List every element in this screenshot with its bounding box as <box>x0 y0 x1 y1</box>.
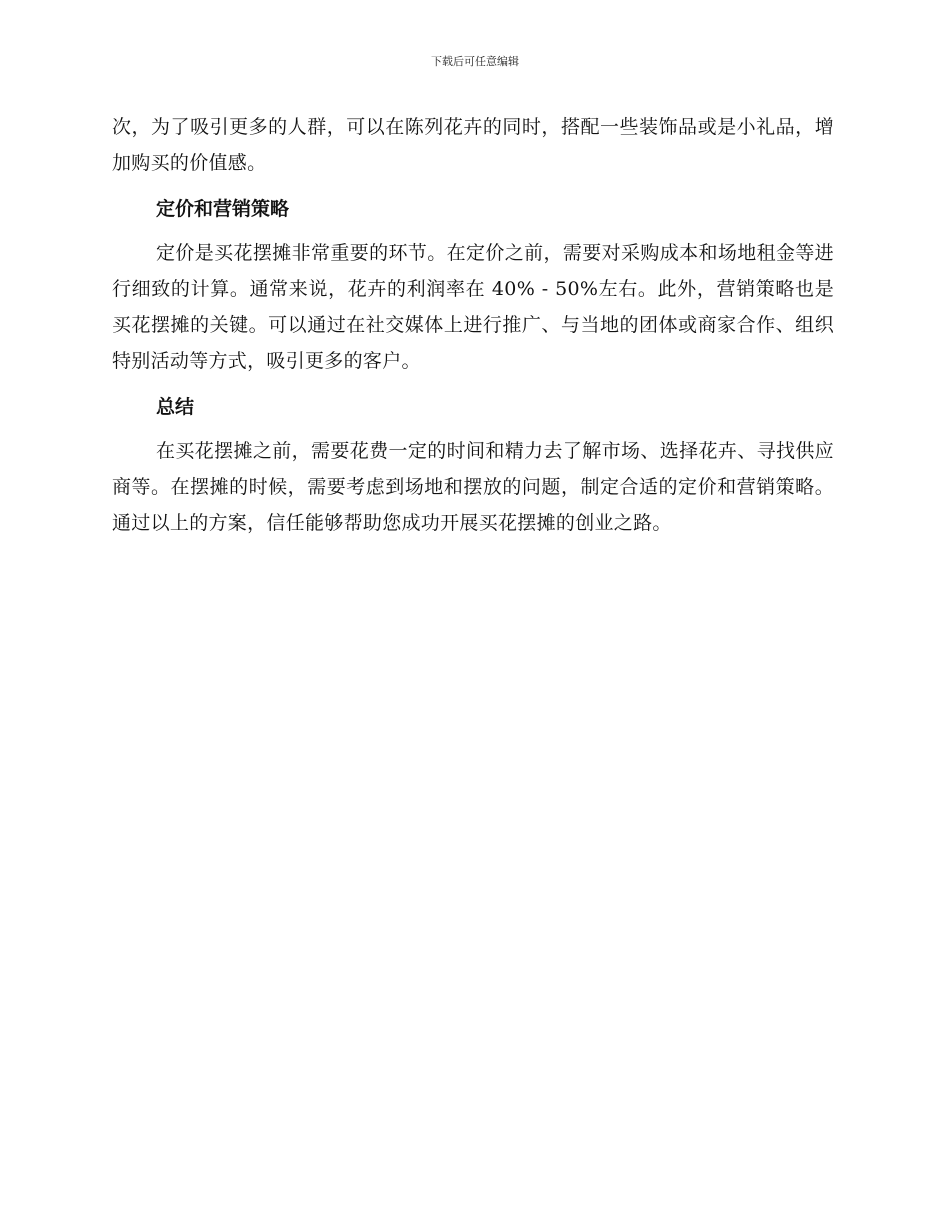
section-heading-pricing-marketing: 定价和营销策略 <box>156 198 290 220</box>
pricing-marketing-paragraph: 定价是买花摆摊非常重要的环节。在定价之前，需要对采购成本和场地租金等进行细致的计算。通常来说，花卉的利润率在 40% - 50%左右。此外，营销策略也是买花摆摊的关键。可以通过在社交媒体上进行推广、与当地的团体或商家合作、组织特别活动等方式，吸引更多的客户。 <box>112 242 834 372</box>
section-heading-summary: 总结 <box>156 396 195 418</box>
continued-paragraph: 次，为了吸引更多的人群，可以在陈列花卉的同时，搭配一些装饰品或是小礼品，增加购买的价值感。 <box>112 116 834 174</box>
summary-paragraph: 在买花摆摊之前，需要花费一定的时间和精力去了解市场、选择花卉、寻找供应商等。在摆摊的时候，需要考虑到场地和摆放的问题，制定合适的定价和营销策略。通过以上的方案，信任能够帮助您成功开展买花摆摊的创业之路。 <box>112 440 834 534</box>
document-body <box>112 109 834 541</box>
page-header-note: 下载后可任意编辑 <box>431 55 519 68</box>
